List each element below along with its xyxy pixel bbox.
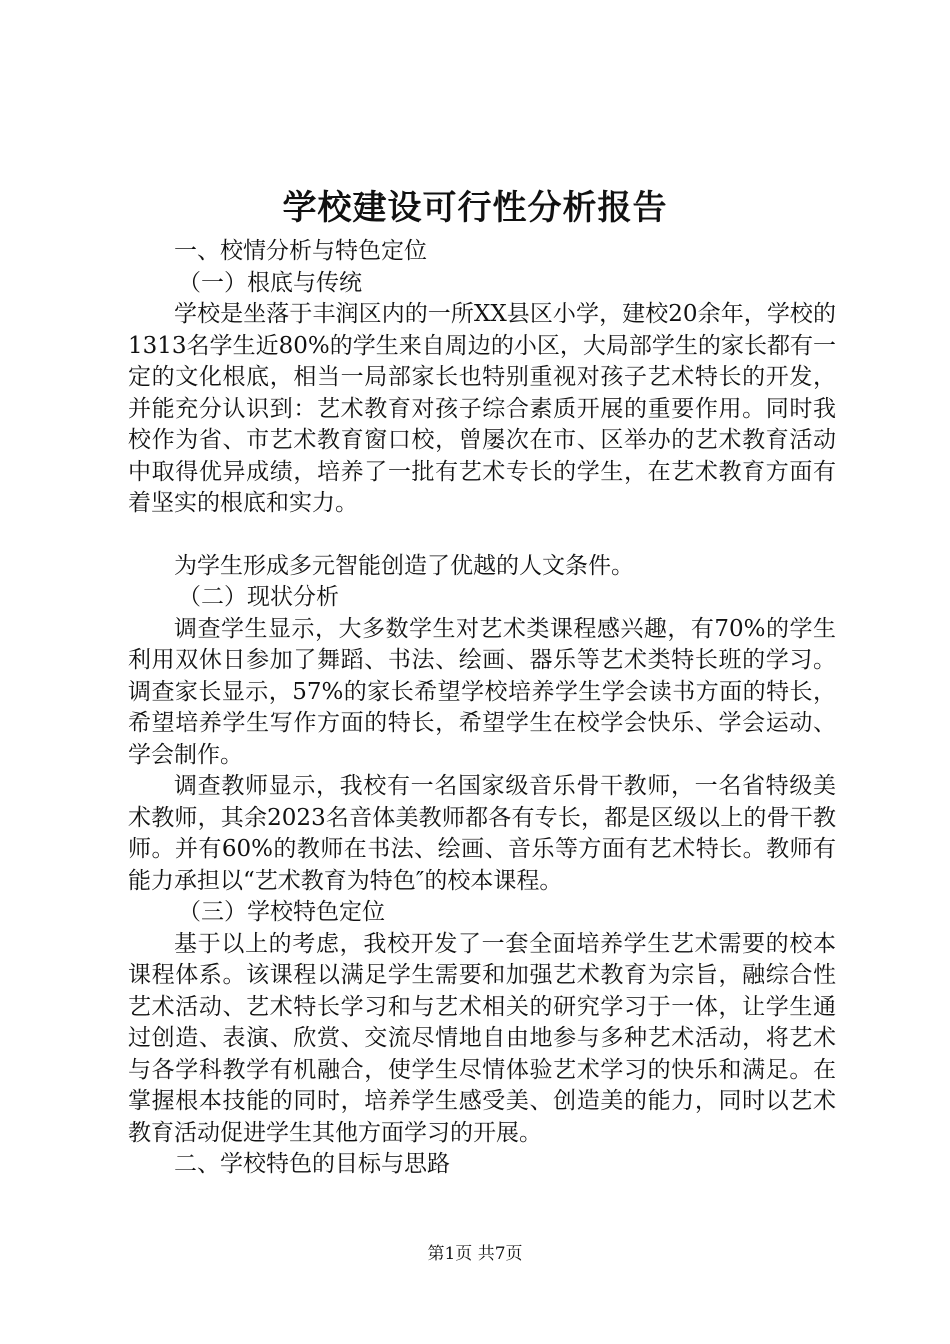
- paragraph-conditions: 为学生形成多元智能创造了优越的人文条件。: [174, 552, 634, 579]
- paragraph-foundation: 学校是坐落于丰润区内的一所XX县区小学，建校20余年，学校的1313名学生近80%的学生来自周边的小区，大局部学生的家长都有一定的文化根底，相当一局部家长也特别重视对孩子艺术特长的开发，并能充分认识到：艺术教育对孩子综合素质开展的重要作用。同时我校作为省、市艺术教育窗口校，曾屡次在市、区举办的艺术教育活动中取得优异成绩，培养了一批有艺术专长的学生，在艺术教育方面有着坚实的根底和实力。: [128, 301, 836, 516]
- subsection-heading-2: （二）现状分析: [178, 584, 339, 610]
- subsection-heading-1: （一）根底与传统: [178, 269, 362, 296]
- document-body: [128, 236, 836, 1181]
- paragraph-positioning: 基于以上的考虑，我校开发了一套全面培养学生艺术需要的校本课程体系。该课程以满足学生需要和加强艺术教育为宗旨，融综合性艺术活动、艺术特长学习和与艺术相关的研究学习于一体，让学生通过创造、表演、欣赏、交流尽情地自由地参与多种艺术活动，将艺术与各学科教学有机融合，使学生尽情体验艺术学习的快乐和满足。在掌握根本技能的同时，培养学生感受美、创造美的能力，同时以艺术教育活动促进学生其他方面学习的开展。: [128, 930, 836, 1146]
- page-number-footer: 第1页 共7页: [427, 1244, 523, 1264]
- document-title: 学校建设可行性分析报告: [282, 188, 668, 228]
- subsection-heading-3: （三）学校特色定位: [178, 899, 385, 925]
- section-heading-1: 一、校情分析与特色定位: [174, 238, 427, 264]
- paragraph-teacher-survey: 调查教师显示，我校有一名国家级音乐骨干教师，一名省特级美术教师，其余2023名音体美教师都各有专长，都是区级以上的骨干教师。并有60%的教师在书法、绘画、音乐等方面有艺术特长。教师有能力承担以“艺术教育为特色″的校本课程。: [128, 773, 836, 894]
- section-heading-2: 二、学校特色的目标与思路: [174, 1151, 450, 1177]
- paragraph-student-survey: 调查学生显示，大多数学生对艺术类课程感兴趣，有70%的学生利用双休日参加了舞蹈、书法、绘画、器乐等艺术类特长班的学习。调查家长显示，57%的家长希望学校培养学生学会读书方面的特长，希望培养学生写作方面的特长，希望学生在校学会快乐、学会运动、学会制作。: [128, 615, 836, 768]
